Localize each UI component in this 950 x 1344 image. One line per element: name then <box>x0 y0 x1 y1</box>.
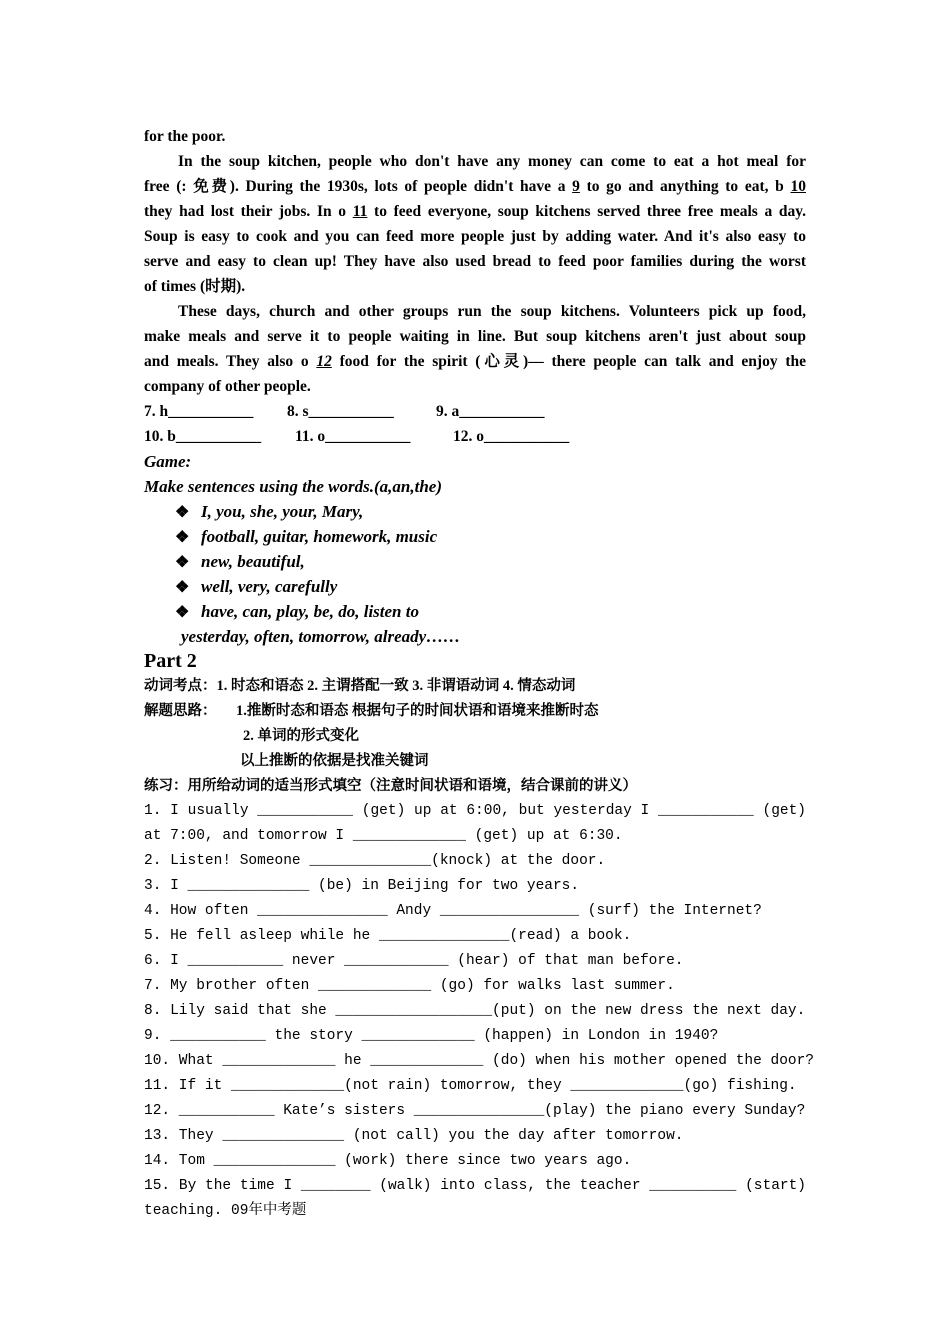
exercise-line: 12. ___________ Kate’s sisters _______________(play) the piano every Sunday? <box>144 1103 806 1119</box>
exercise-line: 7. My brother often _____________ (go) for walks last summer. <box>144 978 675 994</box>
passage-line: they had lost their jobs. In o 11 to feed everyone, soup kitchens served three free meals a day. <box>144 203 806 220</box>
exercise-line: at 7:00, and tomorrow I _____________ (get) up at 6:30. <box>144 828 623 844</box>
answer-blank-10[interactable]: 10. b___________ <box>144 428 262 445</box>
document-page <box>144 124 815 1224</box>
diamond-bullet-icon: ❖ <box>175 579 190 596</box>
exercise-line: 10. What _____________ he _____________ (do) when his mother opened the door? <box>144 1053 815 1069</box>
exercise-list <box>144 799 815 1224</box>
passage-line: make meals and serve it to people waiting in line. But soup kitchens aren't just about soup <box>144 328 806 345</box>
method-line-2: 2. 单词的形式变化 <box>243 728 359 744</box>
diamond-bullet-icon: ❖ <box>175 504 190 521</box>
exercise-line: 15. By the time I ________ (walk) into class, the teacher __________ (start) <box>144 1178 806 1194</box>
passage-line: serve and easy to clean up! They have also used bread to feed poor families during the worst <box>144 253 806 270</box>
answer-row-2 <box>144 424 806 449</box>
list-item: ❖ new, beautiful, <box>144 549 806 574</box>
list-item: ❖ I, you, she, your, Mary, <box>144 499 806 524</box>
method-line-3: 以上推断的依据是找准关键词 <box>240 753 429 769</box>
verb-points: 动词考点：1. 时态和语态 2. 主谓搭配一致 3. 非谓语动词 4. 情态动词 <box>144 678 576 694</box>
passage-line: for the poor. <box>144 128 226 145</box>
answer-blank-7[interactable]: 7. h___________ <box>144 403 254 420</box>
exercise-line: 3. I ______________ (be) in Beijing for two years. <box>144 878 580 894</box>
answer-row-1 <box>144 399 806 424</box>
exercise-line: teaching. 09年中考题 <box>144 1203 307 1219</box>
diamond-bullet-icon: ❖ <box>175 604 190 621</box>
exercise-line: 4. How often _______________ Andy ________________ (surf) the Internet? <box>144 903 762 919</box>
answer-blank-9[interactable]: 9. a___________ <box>436 403 545 420</box>
list-item: ❖ well, very, carefully <box>144 574 806 599</box>
exercise-line: 9. ___________ the story _____________ (happen) in London in 1940? <box>144 1028 719 1044</box>
blank-9: 9 <box>572 178 580 195</box>
exercise-line: 6. I ___________ never ____________ (hear) of that man before. <box>144 953 684 969</box>
exercise-line: 5. He fell asleep while he _______________(read) a book. <box>144 928 632 944</box>
paragraph-these-days <box>144 299 806 399</box>
answer-blank-11[interactable]: 11. o___________ <box>295 428 411 445</box>
exercise-line: 2. Listen! Someone ______________(knock) at the door. <box>144 853 606 869</box>
paragraph-soup-kitchen <box>144 149 806 299</box>
practice-instruction: 练习：用所给动词的适当形式填空（注意时间状语和语境，结合课前的讲义） <box>144 778 637 794</box>
method-line-1: 解题思路： 1.推断时态和语态 根据句子的时间状语和语境来推断时态 <box>144 703 599 719</box>
blank-12: 12 <box>316 353 332 370</box>
part2-title: Part 2 <box>144 650 197 672</box>
passage-line: company of other people. <box>144 378 311 395</box>
passage-line: free (: 免费). During the 1930s, lots of people didn't have a 9 to go and anything to eat, b 10 <box>144 178 806 195</box>
blank-11: 11 <box>352 203 368 220</box>
passage-line: and meals. They also o 12 food for the spirit (心灵)— there people can talk and enjoy the <box>144 353 806 370</box>
diamond-bullet-icon: ❖ <box>175 554 190 571</box>
answer-blank-12[interactable]: 12. o___________ <box>453 428 570 445</box>
word-list <box>144 499 806 649</box>
answer-blank-8[interactable]: 8. s___________ <box>287 403 394 420</box>
exercise-line: 11. If it _____________(not rain) tomorrow, they _____________(go) fishing. <box>144 1078 797 1094</box>
passage-line: These days, church and other groups run the soup kitchens. Volunteers pick up food, <box>178 303 806 320</box>
list-item-continuation: yesterday, often, tomorrow, already…… <box>181 627 461 646</box>
passage-line: In the soup kitchen, people who don't have any money can come to eat a hot meal for <box>178 153 806 170</box>
list-item: ❖ football, guitar, homework, music <box>144 524 806 549</box>
blank-10: 10 <box>790 178 806 195</box>
exercise-line: 8. Lily said that she __________________(put) on the new dress the next day. <box>144 1003 806 1019</box>
game-title: Game: <box>144 452 192 471</box>
passage-line: of times (时期). <box>144 278 246 295</box>
diamond-bullet-icon: ❖ <box>175 529 190 546</box>
game-instruction: Make sentences using the words.(a,an,the) <box>144 477 442 496</box>
exercise-line: 13. They ______________ (not call) you the day after tomorrow. <box>144 1128 684 1144</box>
list-item: ❖ have, can, play, be, do, listen to <box>144 599 806 624</box>
exercise-line: 1. I usually ___________ (get) up at 6:00, but yesterday I ___________ (get) <box>144 803 806 819</box>
exercise-line: 14. Tom ______________ (work) there since two years ago. <box>144 1153 632 1169</box>
passage-line: Soup is easy to cook and you can feed more people just by adding water. And it's also easy to <box>144 228 806 245</box>
